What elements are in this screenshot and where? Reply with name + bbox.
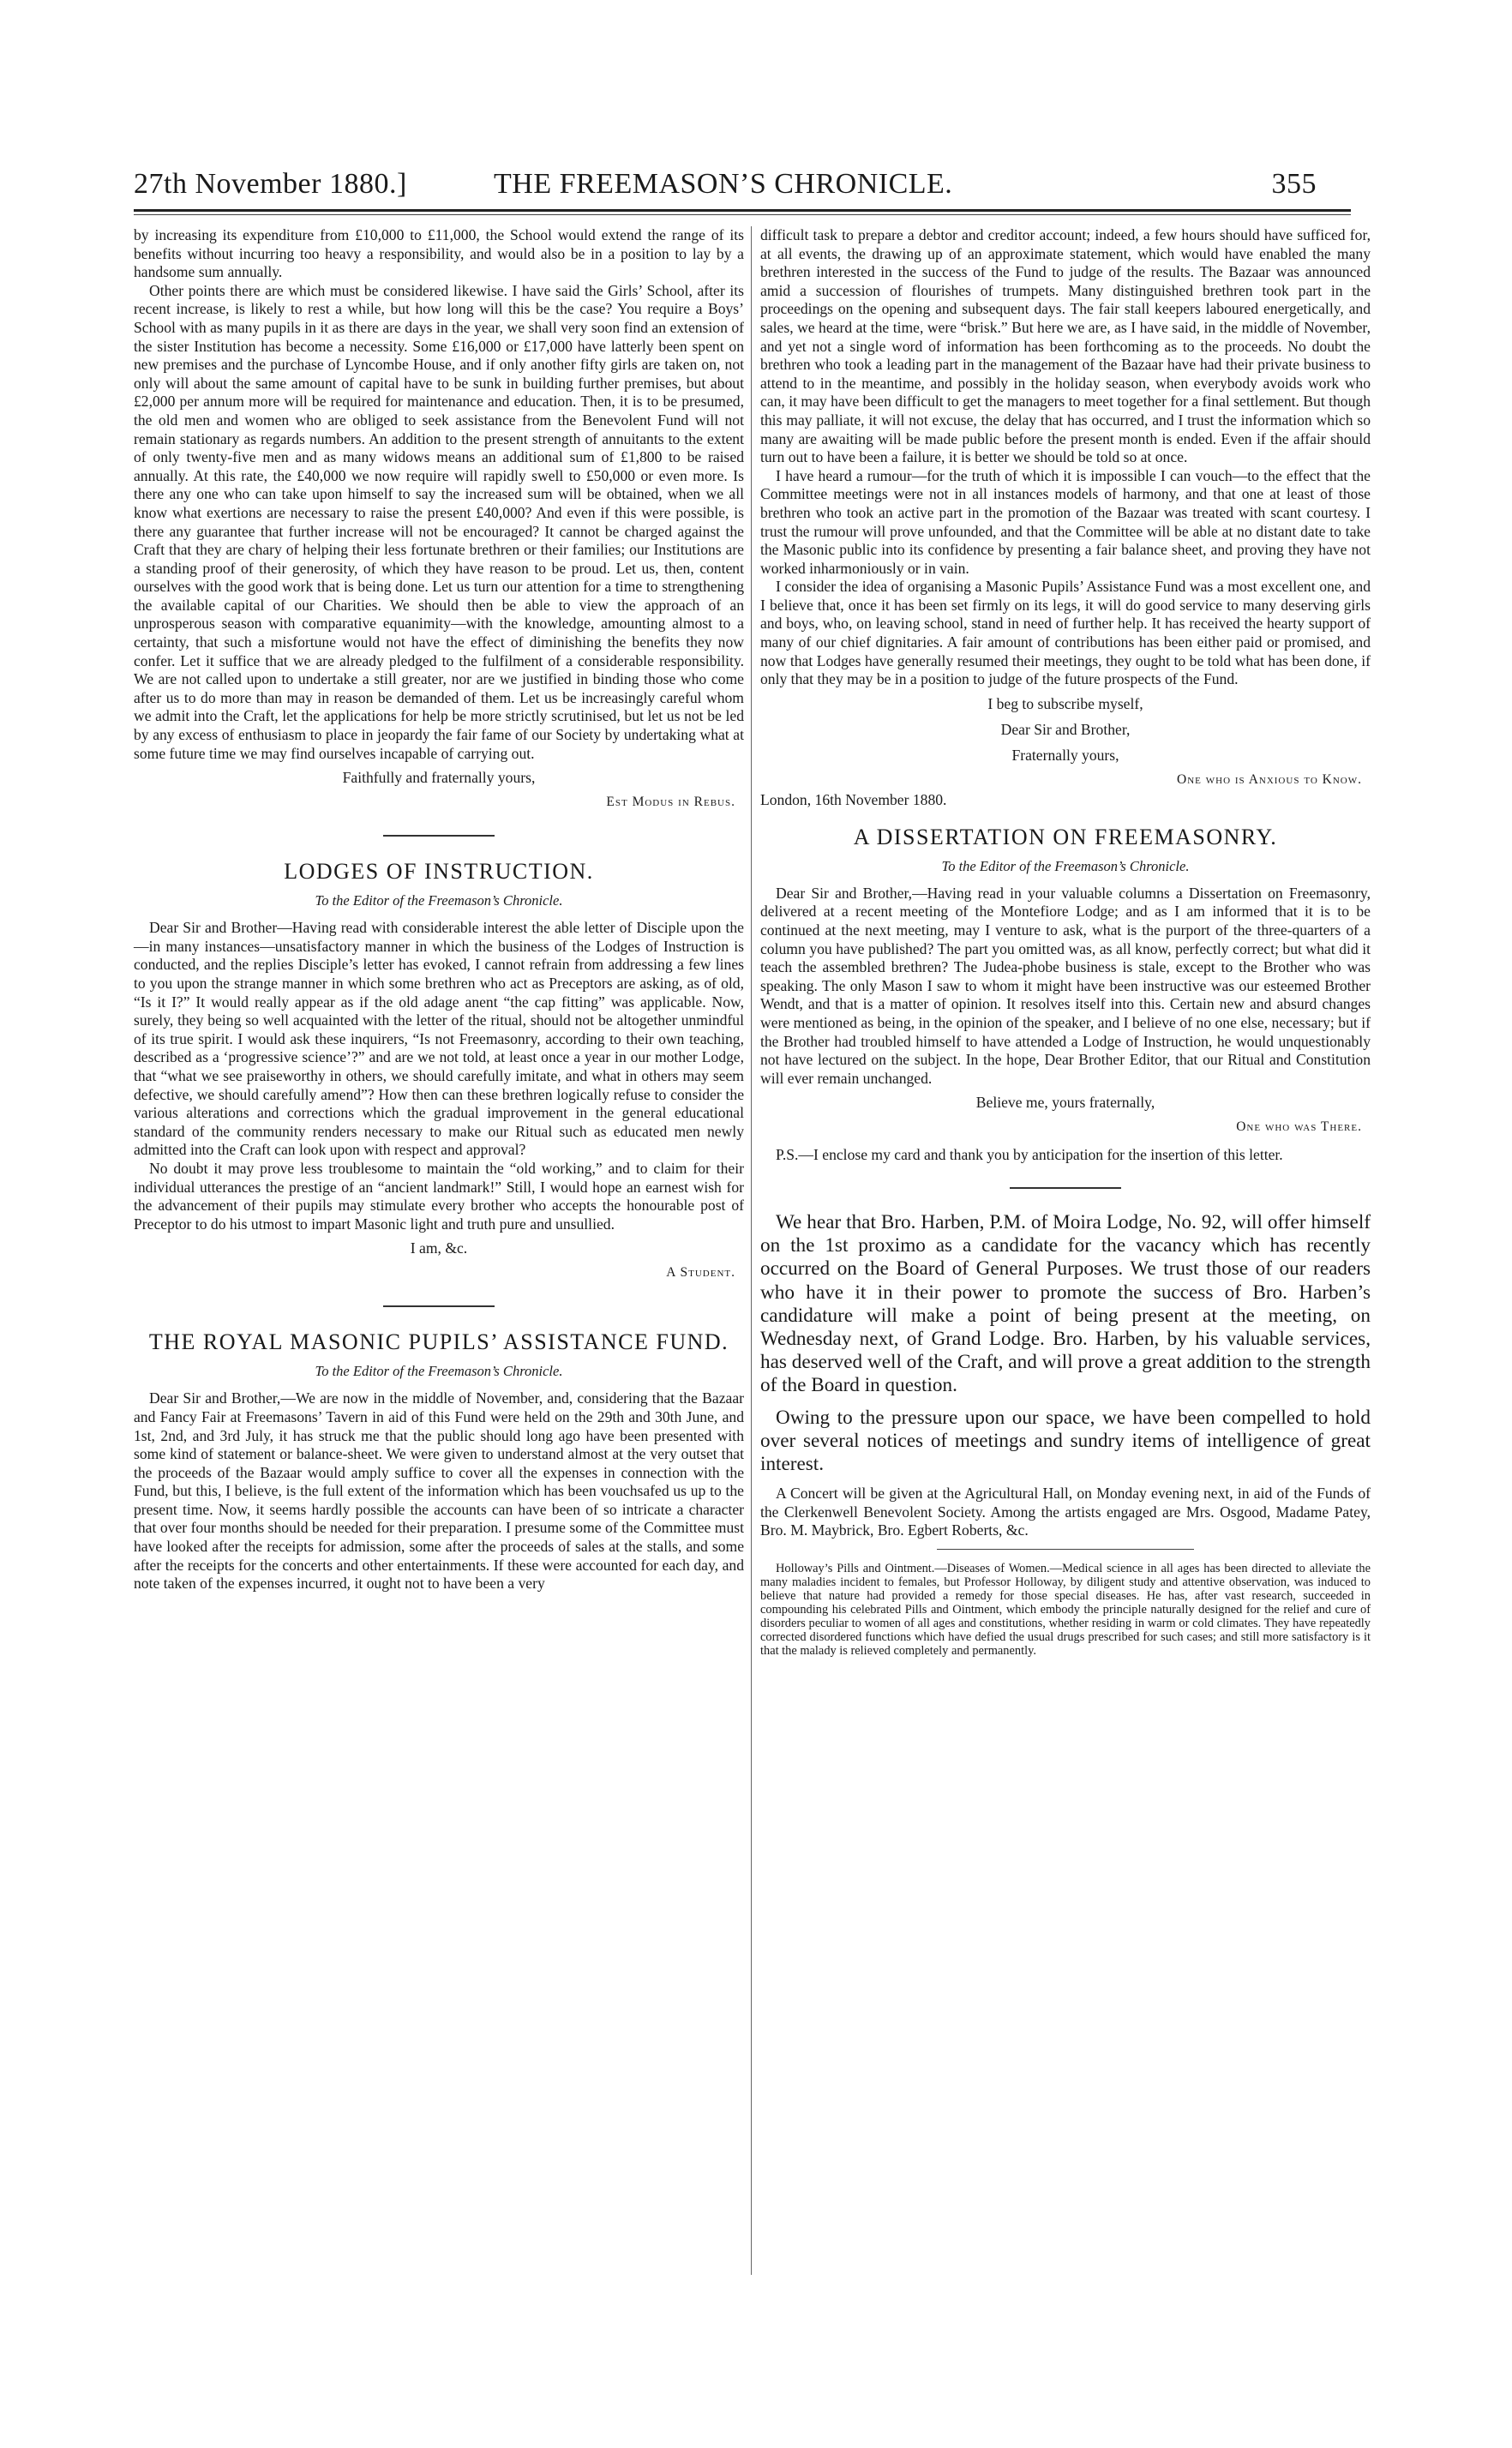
letter1-closing: Faithfully and fraternally yours, (342, 769, 536, 787)
header-rule-thin (134, 214, 1351, 215)
dissertation-editor-line: To the Editor of the Freemason’s Chronicle. (941, 857, 1190, 874)
news-large-block (760, 1211, 1371, 1476)
pupils-paragraph-1: Dear Sir and Brother,—We are now in the middle of November, and, considering that the Bazaar and Fancy Fair at Freemasons’ Tavern in aid of this Fund were held on the 29th and 30th June, and 1st, 2nd, and 3rd July, it has struck me that the public should long ago have been presented with some kind of statement or balance-sheet. We were given to understand almost at the very outset that the proceeds of the Bazaar would amply suffice to cover all the expenses in connection with the Fund, but this, I believe, is the full extent of the information which has been vouchsafed us up to the present time. Now, it seems hardly possible the accounts can have been of so intricate a character that over four months should be needed for their preparation. I presume some of the Committee must have looked after the receipts for admission, some after the proceeds of sales at the stalls, and some after the receipts for the concerts and other entertainments. If these were accounted for each day, and note taken of the expenses incurred, it ought not to have been a very (134, 1389, 744, 1593)
pupils-cont-paragraph-3: I consider the idea of organising a Masonic Pupils’ Assistance Fund was a most excellent one, and I believe that, once it has been set firmly on its legs, it will do good service to many deserving girls and boys, who, on leaving school, stand in need of further help. It has received the hearty support of many of our chief dignitaries. A fair amount of contributions has been either paid or promised, and now that Lodges have generally resumed their meetings, they ought to be told what has been done, if only that they may be in a position to judge of the future prospects of the Fund. (760, 578, 1371, 688)
lodges-closing: I am, &c. (410, 1239, 468, 1257)
pupils-title: THE ROYAL MASONIC PUPILS’ ASSISTANCE FUND. (148, 1329, 729, 1355)
right-column (760, 226, 1371, 1658)
pupils-dateline: London, 16th November 1880. (760, 790, 947, 808)
pupils-closing-1: I beg to subscribe myself, (987, 694, 1143, 712)
lodges-paragraph-1: Dear Sir and Brother—Having read with considerable interest the able letter of Disciple upon the—in many instances—unsatisfactory manner in which the business of the Lodges of Instruction is conducted, and the replies Disciple’s letter has evoked, I cannot refrain from addressing a few lines to you upon the strange manner in which some brethren who act as Preceptors are asking, as of old, “Is it I?” It would really appear as if the old adage anent “the cap fitting” was applicable. Now, surely, they being so well acquainted with the letter of the ritual, should not be altogether unmindful of its true spirit. I would ask these inquirers, “Is not Freemasonry, according to their own teaching, described as a ‘progressive science’?” and are we not told, at least once a year in our mother Lodge, that “what we see praiseworthy in others, we should carefully imitate, and what in others may seem defective, we should carefully amend”? How then can these brethren logically refuse to consider the various alterations and corrections which the gradual improvement in the general educational standard of the community renders necessary to make our Ritual such as educated men newly admitted into the Craft can look upon with respect and approval? (134, 919, 744, 1159)
left-column (134, 226, 744, 1593)
advert-block (760, 1562, 1371, 1658)
news-concert: A Concert will be given at the Agricultural Hall, on Monday evening next, in aid of the Funds of the Clerkenwell Benevolent Society. Among the artists engaged are Mrs. Osgood, Madame Patey, Bro. M. Maybrick, Bro. Egbert Roberts, &c. (760, 1485, 1371, 1539)
news-pressure: Owing to the pressure upon our space, we have been compelled to hold over several notices of meetings and sundry items of intelligence of great interest. (760, 1406, 1371, 1475)
advert-holloway: Holloway’s Pills and Ointment.—Diseases of Women.—Medical science in all ages has been directed to alleviate the many maladies incident to females, but Professor Holloway, by diligent study and attentive observation, was induced to believe that nature had provided a remedy for those special diseases. He has, after vast research, succeeded in compounding his celebrated Pills and Ointment, which embody the principle naturally designed for the relief and cure of disorders peculiar to women of all ages and constitutions, whether residing in warm or cold climates. They have repeatedly corrected disordered functions which have defied the usual drugs prescribed for such cases; and still more satisfactory is it that the malady is relieved completely and permanently. (760, 1561, 1371, 1658)
page-header (134, 163, 1351, 206)
header-rule (134, 209, 1351, 212)
header-date: 27th November 1880.] (134, 168, 407, 200)
dissertation-paragraph-1: Dear Sir and Brother,—Having read in your valuable columns a Dissertation on Freemasonry, delivered at a recent meeting of the Montefiore Lodge; and as I am informed that it is to be continued at the next meeting, may I venture to ask, what is the purport of the three-quarters of a column you have published? The part you omitted was, as all know, perfectly correct; but what did it teach the assembled brethren? The Judea-phobe business is stale, except to the Brother who was speaking. The only Mason I saw to whom it might have been instructive was our esteemed Brother Wendt, and that is a matter of opinion. It resolves itself into this. Certain new and absurd changes were mentioned as being, in the opinion of the speaker, and I believe of no one else, necessary; but if the Brother had troubled himself to have attended a Lodge of Instruction, he would unquestionably not have lectured on the subject. In the hope, Dear Brother Editor, that our Ritual and Constitution will ever remain unchanged. (760, 884, 1371, 1087)
lodges-title: LODGES OF INSTRUCTION. (284, 859, 594, 885)
pupils-signature: One who is Anxious to Know. (1177, 771, 1362, 787)
dissertation-closing: Believe me, yours fraternally, (975, 1094, 1155, 1112)
lodges-signature: A Student. (666, 1265, 735, 1281)
news-harben: We hear that Bro. Harben, P.M. of Moira Lodge, No. 92, will offer himself on the 1st proximo as a candidate for the vacancy which has recently occurred on the Board of General Purposes. We trust those of our readers who have it in their power to promote the success of Bro. Harben’s candidature will make a point of being present at the meeting, on Wednesday next, of Grand Lodge. Bro. Harben, by his valuable services, has deserved well of the Craft, and will prove a great addition to the strength of the Board in question. (760, 1210, 1371, 1397)
advert-divider (937, 1549, 1194, 1550)
pupils-cont-paragraph-2: I have heard a rumour—for the truth of which it is impossible I can vouch—to the effect that the Committee meetings were not in all instances models of harmony, and that one at least of those brethren who took an active part in the promotion of the Bazaar was treated with scant courtesy. I trust the rumour will prove unfounded, and that the Committee will be able at no distant date to take the Masonic public into its confidence by presenting a fair balance sheet, and proving they have not worked inharmoniously or in vain. (760, 466, 1371, 577)
lodges-editor-line: To the Editor of the Freemason’s Chronicle. (315, 892, 563, 909)
dissertation-postscript: P.S.—I enclose my card and thank you by anticipation for the insertion of this letter. (776, 1146, 1283, 1164)
dissertation-title: A DISSERTATION ON FREEMASONRY. (853, 824, 1278, 849)
letter1-paragraph-1: by increasing its expenditure from £10,000 to £11,000, the School would extend the range of its benefits without incurring too heavy a responsibility, and would also be in a position to lay by a handsome sum annually. (134, 226, 744, 281)
lodges-paragraph-2: No doubt it may prove less troublesome to maintain the “old working,” and to claim for their individual utterances the prestige of an “ancient landmark!” Still, I would hope an earnest wish for the advancement of their pupils may stimulate every brother who accepts the honourable post of Preceptor to do his utmost to impart Masonic light and truth pure and unsullied. (134, 1159, 744, 1233)
pupils-editor-line: To the Editor of the Freemason’s Chronicle. (315, 1363, 563, 1380)
pupils-closing-3: Fraternally yours, (1011, 746, 1119, 764)
pupils-closing-2: Dear Sir and Brother, (1000, 720, 1131, 738)
dissertation-signature: One who was There. (1236, 1119, 1362, 1135)
letter1-paragraph-2: Other points there are which must be considered likewise. I have said the Girls’ School, after its recent increase, is likely to rest a while, but how long will this be the case? You require a Boys’ School with as many pupils in it as there are days in the year, we shall very soon find an extension of the sister Institution has become a necessity. Some £16,000 or £17,000 have latterly been spent on new premises and the purchase of Lyncombe House, and if only another fifty girls are taken on, not only will about the same amount of capital have to be sunk in building further premises, but about £2,000 per annum more will be required for maintenance and education. Then, it is to be presumed, the old men and women who are obliged to seek assistance from the Benevolent Fund will not remain stationary as regards numbers. An addition to the present strength of annuitants to the extent of only twenty-five men and as many widows means an additional sum of £1,800 to be raised annually. At this rate, the £40,000 we now require will rapidly swell to £50,000 or even more. Is there any one who can take upon himself to say the increased sum will be obtained, when we all know what exertions are necessary to raise the present £40,000? And even if this were possible, is there any guarantee that further increase will not be encouraged? It cannot be charged against the Craft that they are chary of helping their less fortunate brethren or their families; our Institutions are a standing proof of their generosity, of which they have reason to be proud. Let us, then, content ourselves with the good work that is being done. Let us turn our attention for a time to strengthening the available capital of our Charities. We should then be able to view the approach of an unprosperous season with comparative equanimity—with the knowledge, amounting almost to a certainty, that such a misfortune would not have the effect of diminishing the benefits they now confer. Let it suffice that we are already pledged to the fulfilment of a considerable responsibility. We are not called upon to undertake a still greater, nor are we justified in binding those who come after us to do more than may in reason be demanded of them. Let us be increasingly careful whom we admit into the Craft, let the applications for help be more strictly scrutinised, but let us not be led by any excess of enthusiasm to place in jeopardy the fair fame of our Society by undertaking what at some future time we may find ourselves incapable of carrying out. (134, 281, 744, 762)
header-page-number: 355 (1271, 168, 1317, 200)
section-divider (383, 835, 495, 837)
section-divider (1010, 1187, 1121, 1189)
section-divider (383, 1305, 495, 1307)
column-divider (751, 226, 752, 2275)
pupils-cont-paragraph-1: difficult task to prepare a debtor and creditor account; indeed, a few hours should have sufficed for, at all events, the drawing up of an approximate statement, which would have enabled the many brethren interested in the success of the Fund to judge of the results. The Bazaar was announced amid a succession of flourishes of trumpets. Many distinguished brethren took part in the proceedings on the opening and subsequent days. The fair stall keepers laboured energetically, and sales, we heard at the time, were “brisk.” But here we are, as I have said, in the middle of November, and yet not a single word of information has been forthcoming as to the proceeds. No doubt the brethren who took a leading part in the management of the Bazaar have had their private business to attend to in the meantime, and possibly in the holiday season, when everybody avoids work who can, it may have been difficult to get the managers to meet together for a final settlement. But though this may palliate, it will not excuse, the delay that has occurred, and I trust the information which so many are awaiting will be made public before the present month is ended. Even if the affair should turn out to have been a failure, it is better we should be told so at once. (760, 226, 1371, 466)
header-title: THE FREEMASON’S CHRONICLE. (494, 168, 953, 200)
letter1-signature: Est Modus in Rebus. (606, 795, 735, 810)
